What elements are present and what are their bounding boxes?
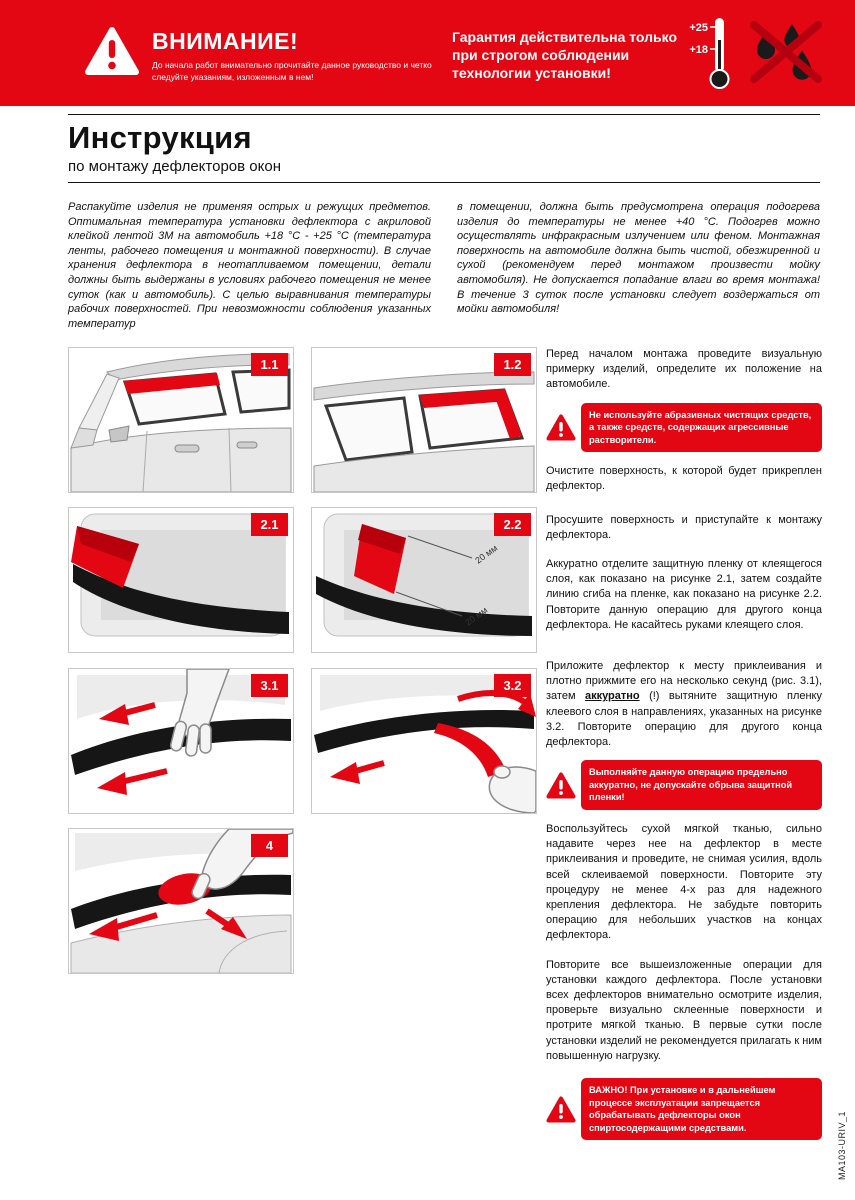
warning-triangle-icon [546, 1096, 576, 1123]
figure-1-1 [68, 347, 294, 493]
warning-text: Не используйте абразивных чистящих средств, а также средств, содержащих агрессивные растворители. [581, 403, 822, 453]
figure-2-1 [68, 507, 294, 653]
dimension-label-bottom: 20 мм [463, 604, 490, 628]
title-block [68, 114, 820, 183]
intro-text [68, 200, 820, 331]
warning-triangle-icon [546, 772, 576, 799]
step2-text: Аккуратно отделите защитную пленку от клеящегося слоя, как показано на рисунке 2.1, затем создайте линию сгиба на пленке, как показано на рисунке 2.2. Повторите данную операцию для другого конца дефлектора. Не касайтесь руками клеящего слоя. [546, 558, 822, 631]
step-badge-2-1: 2.1 [251, 513, 288, 536]
thermometer-icon [684, 14, 732, 97]
step3-text [546, 659, 822, 750]
temp-high-label: +25 [689, 22, 708, 34]
figure-2-2 [311, 507, 537, 653]
figure-1-2 [311, 347, 537, 493]
warning-no-abrasives [546, 403, 822, 453]
page-title: Инструкция [68, 120, 252, 155]
attention-triangle-icon [84, 26, 140, 81]
warning-careful-film [546, 760, 822, 810]
step-badge-1-2: 1.2 [494, 353, 531, 376]
attention-title: ВНИМАНИЕ! [152, 28, 299, 54]
figure-3-2 [311, 668, 537, 814]
attention-header [0, 0, 855, 106]
page-subtitle: по монтажу дефлекторов окон [68, 158, 281, 175]
dimension-label-top: 20 мм [473, 542, 500, 566]
step3-emphasis: аккуратно [584, 690, 640, 703]
step-badge-3-2: 3.2 [494, 674, 531, 697]
step-badge-1-1: 1.1 [251, 353, 288, 376]
final-instructions-text: Повторите все вышеизложенные операции для установки каждого дефлектора. После установки всех дефлекторов внимательно осмотрите изделия, проверьте визуально склеенные поверхности и протрите мягкой тканью. В первые сутки после установки изделий не рекомендуется прилагать к ним повышенную нагрузку. [546, 958, 822, 1062]
step-badge-3-1: 3.1 [251, 674, 288, 697]
step4-text: Воспользуйтесь сухой мягкой тканью, сильно надавите через нее на дефлектор в месте приклеивания и проведите, не снимая усилия, вдоль всей склеиваемой поверхности. Повторите эту процедуру не менее 4-х раз для надежного крепления дефлектора. Не забудьте повторить операцию для небольших участков на концах дефлектора. [546, 822, 822, 942]
attention-text-block [152, 28, 452, 84]
attention-subtitle: До начала работ внимательно прочитайте данное руководство и четко следуйте указаниям, изложенным в нем! [152, 60, 432, 82]
instructions-column [546, 347, 822, 1140]
intro-paragraph-right: в помещении, должна быть предусмотрена операция подогрева изделия до температуры не менее +40 °С. Подогрев можно осуществлять инфракрасным излучением или феном. Монтажная поверхность на автомобиле должна быть чистой, обезжиренной и сухой (рекомендуем перед монтажом произвести мойку автомобиля). Не допускается попадание влаги во время монтажа! В течение 3 суток после установки следует воздержаться от мойки автомобиля! [457, 201, 820, 316]
step3-text-part2: (!) вытяните защитную пленку клеевого слоя в направлениях, указанных на рисунке 3.2. Повторите операцию для другого конца дефлектора. [546, 690, 822, 749]
figure-4 [68, 828, 294, 974]
temp-low-label: +18 [689, 44, 708, 56]
document-code: MA103-URIV_1 [837, 1110, 847, 1180]
title-rule-bottom [68, 182, 820, 183]
step1-text: Перед началом монтажа проведите визуальную примерку изделий, определите их положение на автомобиле. [546, 348, 822, 391]
guarantee-text: Гарантия действительна только при строгом соблюдении технологии установки! [452, 29, 678, 82]
dry-surface-text: Просушите поверхность и приступайте к монтажу дефлектора. [546, 513, 822, 541]
warning-text: ВАЖНО! При установке и в дальнейшем процессе эксплуатации запрещается обрабатывать дефлекторы окон спиртосодержащими средствами. [581, 1078, 822, 1140]
clean-surface-text: Очистите поверхность, к которой будет прикреплен дефлектор. [546, 465, 822, 493]
step-badge-4: 4 [251, 834, 288, 857]
step-badge-2-2: 2.2 [494, 513, 531, 536]
warning-triangle-icon [546, 414, 576, 441]
step3-text-part1: Приложите дефлектор к месту приклеивания и плотно прижмите его на несколько секунд (рис. 3.1), затем [546, 660, 822, 703]
no-moisture-icon [742, 14, 828, 95]
warning-important-alcohol [546, 1078, 822, 1140]
title-rule-top [68, 114, 820, 115]
intro-paragraph-left: Распакуйте изделия не применяя острых и режущих предметов. Оптимальная температура установки дефлектора с акриловой клейкой лентой 3М на автомобиль +18 °С - +25 °С (температура ленты, рабочего помещения и монтажной поверхности). В случае хранения дефлектора в неотапливаемом помещении, детали должны быть выдержаны в условиях рабочего помещения не менее суток (как и автомобиль). С целью выравнивания температуры рабочих поверхностей. При невозможности соблюдения указанных температур [68, 201, 431, 330]
figure-3-1 [68, 668, 294, 814]
warning-text: Выполняйте данную операцию предельно аккуратно, не допускайте обрыва защитной пленки! [581, 760, 822, 810]
